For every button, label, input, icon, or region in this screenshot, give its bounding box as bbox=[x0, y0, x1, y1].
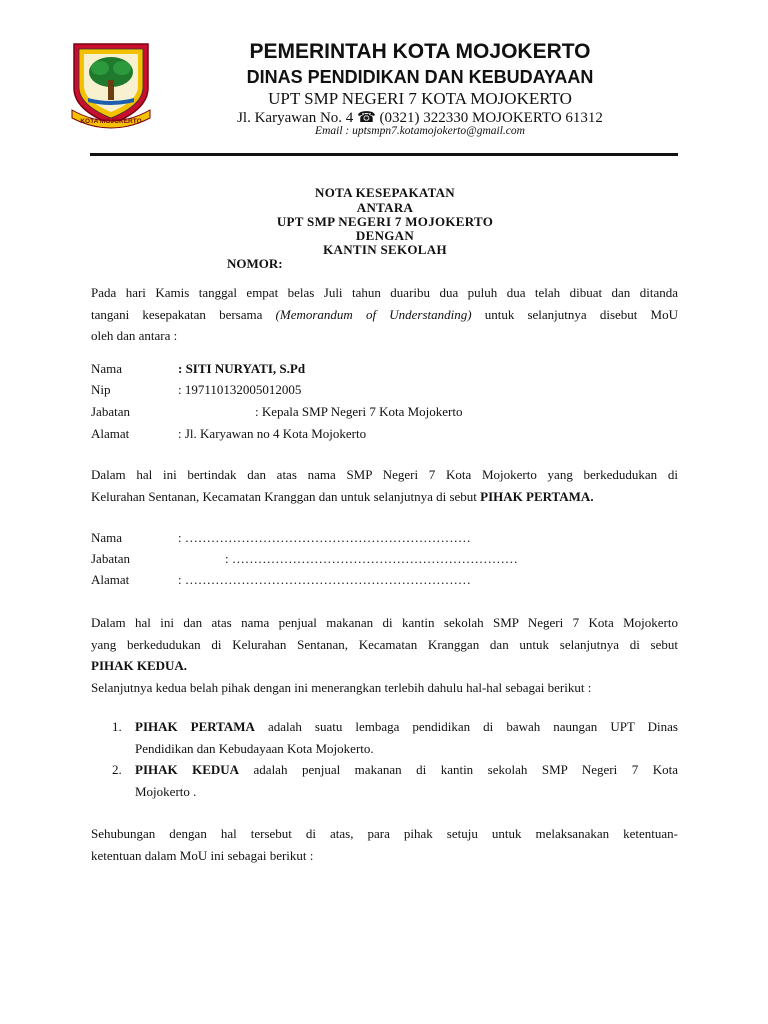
party1-address-value: : Jl. Karyawan no 4 Kota Mojokerto bbox=[178, 426, 367, 441]
list-item-2: PIHAK KEDUA adalah penjual makanan di kantin sekolah SMP Negeri 7 Kota Mojokerto . bbox=[135, 762, 678, 799]
intro-paragraph: Pada hari Kamis tanggal empat belas Juli tahun duaribu dua puluh dua telah dibuat dan ditanda tangani kesepakatan bersama (Memorandum of Understanding) untuk selanjutnya disebut MoU oleh dan antara : bbox=[91, 285, 678, 343]
party1-position-value: : Kepala SMP Negeri 7 Kota Mojokerto bbox=[255, 404, 463, 419]
party1-statement-paragraph: Dalam hal ini bertindak dan atas nama SMP Negeri 7 Kota Mojokerto yang berkedudukan di Kelurahan Sentanan, Kecamatan Kranggan dan untuk selanjutnya di sebut PIHAK PERTAMA. bbox=[91, 467, 678, 504]
doc-title-line5: KANTIN SEKOLAH bbox=[323, 242, 447, 257]
list-item-1: PIHAK PERTAMA adalah suatu lembaga pendidikan di bawah naungan UPT Dinas Pendidikan dan Kebudayaan Kota Mojokerto. bbox=[135, 719, 678, 756]
party2-position-label: Jabatan bbox=[91, 551, 130, 566]
party2-name-label: Nama bbox=[91, 530, 123, 545]
address-phone-city: (0321) 322330 MOJOKERTO 61312 bbox=[379, 110, 603, 126]
letterhead-divider bbox=[90, 153, 678, 156]
letterhead-email: Email : uptsmpn7.kotamojokerto@gmail.com bbox=[315, 125, 525, 137]
party1-address-label: Alamat bbox=[91, 426, 130, 441]
telephone-icon: ☎ bbox=[357, 110, 376, 126]
doc-title-line4: DENGAN bbox=[355, 228, 415, 243]
letterhead-department: DINAS PENDIDIKAN DAN KEBUDAYAAN bbox=[246, 67, 594, 87]
party1-name-label: Nama bbox=[91, 361, 123, 376]
closing-paragraph: Sehubungan dengan hal tersebut di atas, para pihak setuju untuk melaksanakan ketentuan- ketentuan dalam MoU ini sebagai berikut : bbox=[91, 826, 678, 863]
letterhead-government: PEMERINTAH KOTA MOJOKERTO bbox=[249, 40, 591, 63]
list-number-2: 2. bbox=[112, 762, 122, 777]
letterhead-school: UPT SMP NEGERI 7 KOTA MOJOKERTO bbox=[268, 89, 572, 108]
party1-name-value: : SITI NURYATI, S.Pd bbox=[178, 361, 306, 376]
party2-address-label: Alamat bbox=[91, 572, 130, 587]
party2-name-blank: : ………………………………………………………… bbox=[178, 530, 471, 545]
doc-number: NOMOR: bbox=[227, 256, 283, 271]
address-street: Jl. Karyawan No. 4 bbox=[237, 110, 354, 126]
party2-statement-paragraph: Dalam hal ini dan atas nama penjual makanan di kantin sekolah SMP Negeri 7 Kota Mojokerto yang berkedudukan di Kelurahan Sentanan, Kecamatan Kranggan dan untuk selanjutnya di sebut PIHAK KEDUA. Selanjutnya kedua belah pihak dengan ini menerangkan terlebih dahulu hal-hal sebagai berikut : bbox=[91, 615, 678, 695]
party2-address-blank: : ………………………………………………………… bbox=[178, 572, 471, 587]
logo-ribbon-text: KOTA MOJOKERTO bbox=[80, 118, 142, 125]
party1-nip-value: : 197110132005012005 bbox=[178, 382, 302, 397]
party1-position-label: Jabatan bbox=[91, 404, 130, 419]
party2-position-blank: : ………………………………………………………… bbox=[225, 551, 518, 566]
city-emblem-logo bbox=[68, 40, 154, 130]
doc-title-line2: ANTARA bbox=[356, 200, 414, 215]
doc-title-line1: NOTA KESEPAKATAN bbox=[315, 185, 455, 200]
doc-title-line3: UPT SMP NEGERI 7 MOJOKERTO bbox=[276, 214, 494, 229]
party1-nip-label: Nip bbox=[91, 382, 111, 397]
list-number-1: 1. bbox=[112, 719, 122, 734]
